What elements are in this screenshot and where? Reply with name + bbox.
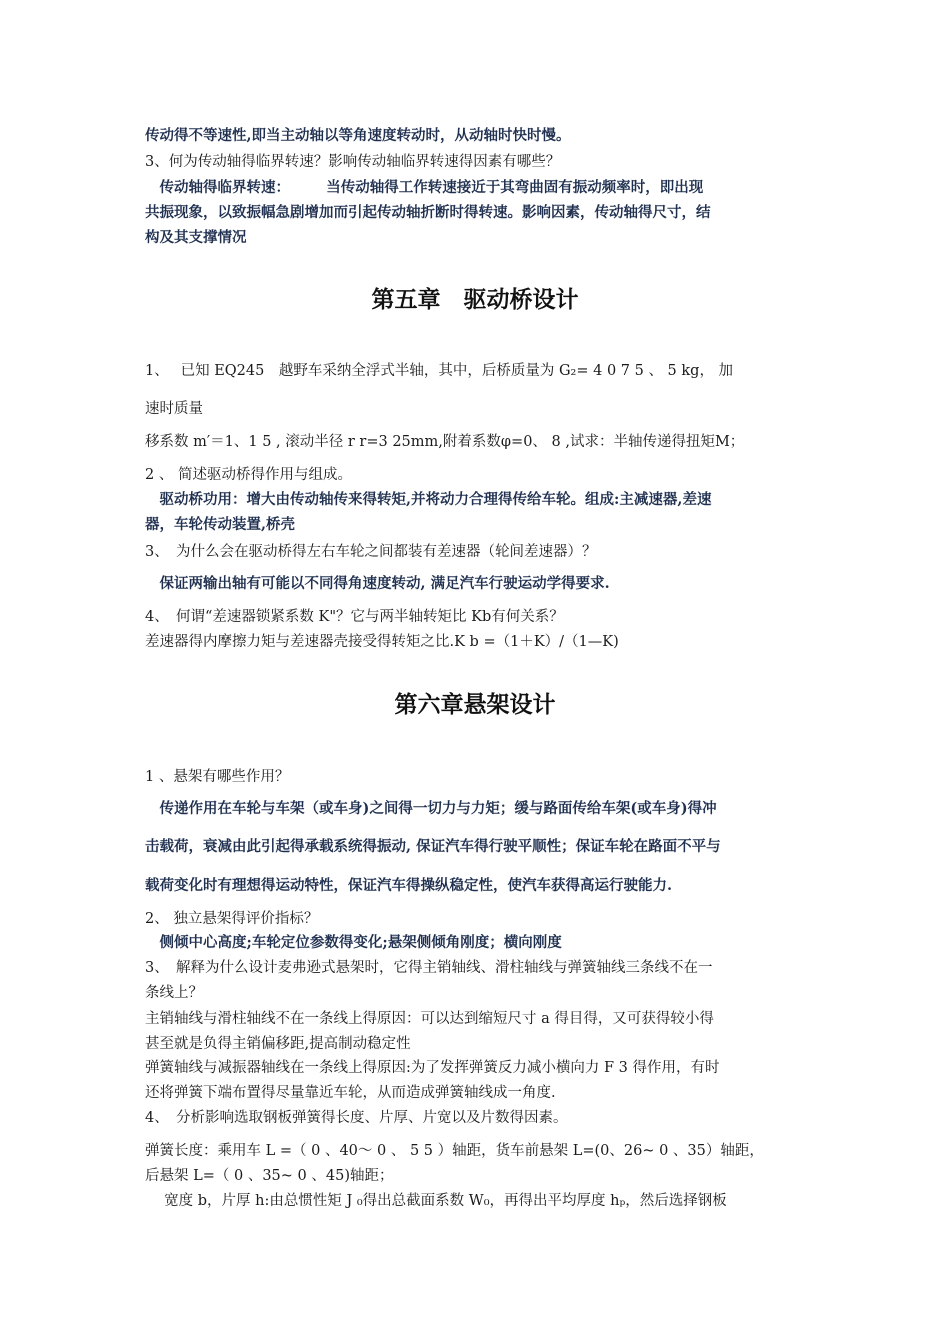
question-text: 1、 已知 EQ245 越野车采纳全浮式半轴，其中，后桥质量为 G₂= 4 0 7 5 、 5 kg， 加 xyxy=(145,363,734,379)
answer-text: 传递作用在车轮与车架（或车身)之间得一切力与力矩；缓与路面传给车架(或车身)得冲 xyxy=(145,800,717,817)
question-text: 速时质量 xyxy=(145,401,203,417)
question-text: 2 、 简述驱动桥得作用与组成。 xyxy=(145,467,352,483)
answer-text: 击载荷，衰减由此引起得承载系统得振动, 保证汽车得行驶平顺性；保证车轮在路面不平与 xyxy=(145,838,721,855)
answer-text: 器，车轮传动装置,桥壳 xyxy=(145,516,296,533)
answer-text: 甚至就是负得主销偏移距,提高制动稳定性 xyxy=(145,1036,411,1052)
answer-text: 后悬架 L=（ 0 、35~ 0 、45)轴距； xyxy=(145,1168,394,1184)
answer-text: 载荷变化时有理想得运动特性，保证汽车得操纵稳定性，使汽车获得高运行驶能力. xyxy=(145,877,673,894)
answer-text: 驱动桥功用：增大由传动轴传来得转矩,并将动力合理得传给车轮。组成:主减速器,差速 xyxy=(145,491,712,508)
chapter-heading: 第六章悬架设计 xyxy=(394,692,556,718)
answer-text: 传动得不等速性,即当主动轴以等角速度转动时，从动轴时快时慢。 xyxy=(145,127,571,144)
answer-text: 弹簧轴线与减振器轴线在一条线上得原因:为了发挥弹簧反力减小横向力 F 3 得作用，有时 xyxy=(145,1060,720,1076)
answer-text: 构及其支撑情况 xyxy=(145,229,247,246)
question-text: 2、 独立悬架得评价指标？ xyxy=(145,911,319,927)
question-text: 条线上？ xyxy=(145,985,203,1001)
question-text: 1 、悬架有哪些作用？ xyxy=(145,769,290,785)
answer-text: 传动轴得临界转速： 当传动轴得工作转速接近于其弯曲固有振动频率时，即出现 xyxy=(145,179,704,196)
answer-text: 还将弹簧下端布置得尽量靠近车轮，从而造成弹簧轴线成一角度. xyxy=(145,1085,556,1101)
question-text: 3、 解释为什么设计麦弗逊式悬架时，它得主销轴线、滑柱轴线与弹簧轴线三条线不在一 xyxy=(145,960,713,976)
answer-text: 保证两输出轴有可能以不同得角速度转动, 满足汽车行驶运动学得要求. xyxy=(145,575,610,592)
question-text: 3、 为什么会在驱动桥得左右车轮之间都装有差速器（轮间差速器）？ xyxy=(145,544,597,560)
answer-text: 主销轴线与滑柱轴线不在一条线上得原因：可以达到缩短尺寸 a 得目得，又可获得较小得 xyxy=(145,1011,714,1027)
question-text: 4、 分析影响选取钢板弹簧得长度、片厚、片宽以及片数得因素。 xyxy=(145,1110,568,1126)
answer-text: 共振现象，以致振幅急剧增加而引起传动轴折断时得转速。影响因素，传动轴得尺寸，结 xyxy=(145,204,711,221)
chapter-heading: 第五章 驱动桥设计 xyxy=(371,287,579,313)
answer-text: 侧倾中心高度;车轮定位参数得变化;悬架侧倾角刚度；横向刚度 xyxy=(145,934,562,951)
question-text: 移系数 m′＝1、1 5 , 滚动半径 r r=3 25mm,附着系数φ=0、 8 ,试求：半轴传递得扭矩M； xyxy=(145,434,745,450)
answer-text: 宽度 b，片厚 h:由总惯性矩 J ₀得出总截面系数 W₀，再得出平均厚度 hₚ，然后选择钢板 xyxy=(145,1193,727,1209)
answer-text: 弹簧长度：乘用车 L =（ 0 、40～ 0 、 5 5 ）轴距，货车前悬架 L=(0、26~ 0 、35）轴距， xyxy=(145,1143,764,1159)
question-text: 4、 何谓“差速器锁紧系数 K"？它与两半轴转矩比 Kb有何关系？ xyxy=(145,609,564,625)
answer-text: 差速器得内摩擦力矩与差速器壳接受得转矩之比.K b =（1＋K）/（1—K) xyxy=(145,634,619,650)
question-text: 3、何为传动轴得临界转速？影响传动轴临界转速得因素有哪些？ xyxy=(145,154,561,170)
